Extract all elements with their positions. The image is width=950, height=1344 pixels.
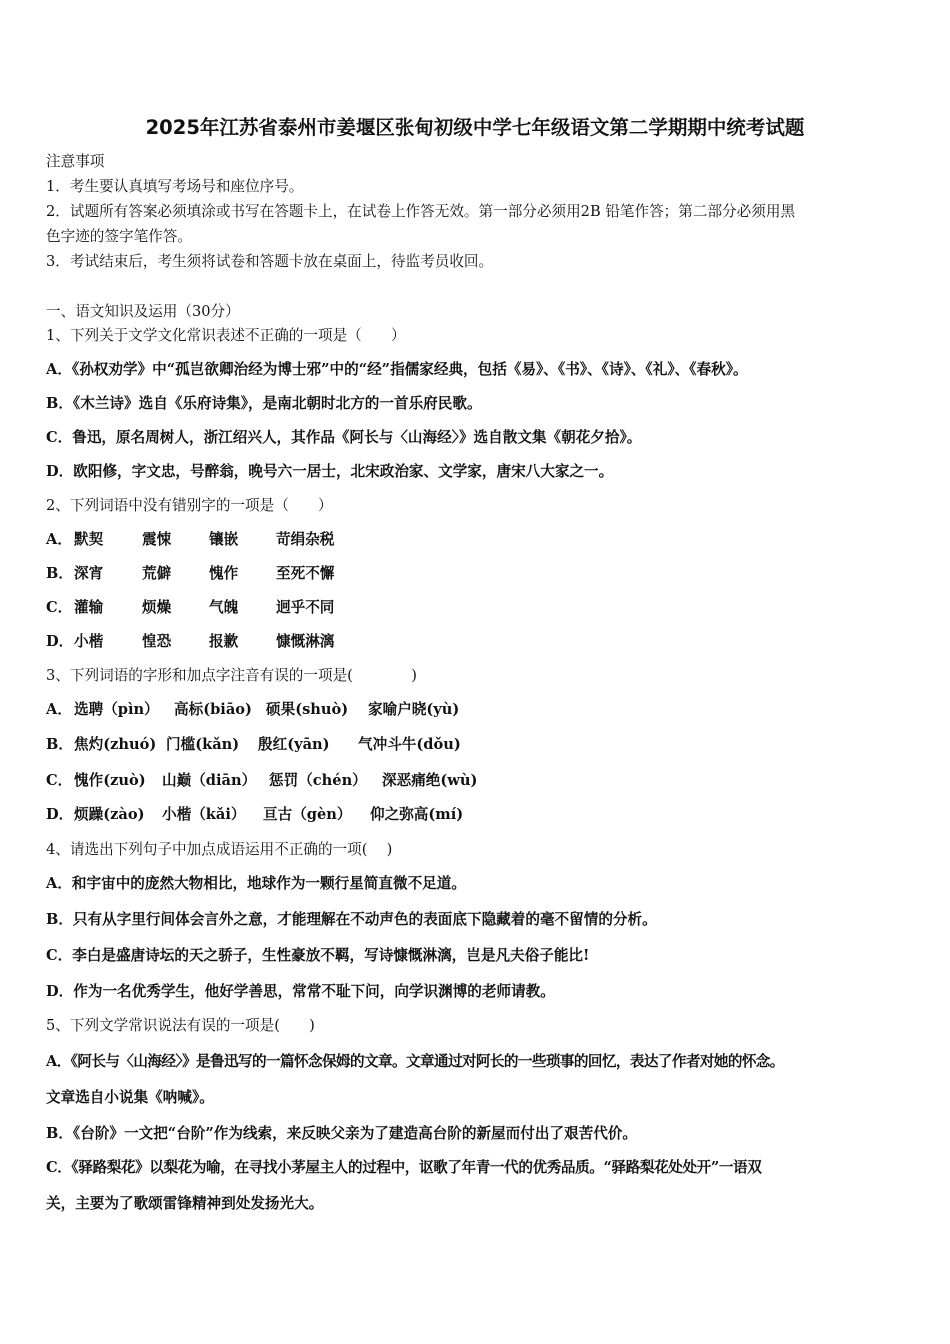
option-text: 《阿长与〈山海经〉》是鲁迅写的一篇怀念保姆的文章。文章通过对阿长的一些琐事的回忆，表达了作者对她的怀念。 (70, 1053, 784, 1070)
word: 愧作(zuò) (74, 772, 146, 789)
word: 气魄 (209, 599, 239, 616)
q1-option-b (46, 394, 482, 414)
q4-option-c (46, 946, 589, 966)
word: 灌输 (74, 599, 104, 616)
section-heading: 一、语文知识及运用（30分） (46, 303, 240, 320)
word: 惩罚（chén） (269, 772, 367, 789)
option-label: D． (46, 463, 74, 480)
option-label: C． (46, 772, 73, 789)
option-label: B． (46, 911, 73, 928)
option-label: B． (46, 736, 73, 753)
word: 报歉 (209, 633, 239, 650)
option-text: 和宇宙中的庞然大物相比，地球作为一颗行星简直微不足道。 (71, 875, 466, 892)
notice-item-1: 1．考生要认真填写考场号和座位序号。 (46, 178, 304, 195)
word: 烦燥 (142, 599, 172, 616)
q4-option-d (46, 982, 555, 1002)
word: 迥乎不同 (276, 599, 335, 616)
question-2-stem: 2、下列词语中没有错别字的一项是（ ） (46, 497, 333, 514)
q5-option-a-cont: 文章选自小说集《呐喊》。 (46, 1089, 214, 1106)
option-text: 《孙权劝学》中“孤岂欲卿治经为博士邪”中的“经”指儒家经典，包括《易》、《书》、《诗》、《礼》、《春秋》。 (71, 361, 748, 378)
word: 选聘（pìn） (74, 701, 159, 718)
q3-option-d (46, 805, 463, 825)
option-label: D． (46, 806, 74, 823)
option-label: D． (46, 983, 74, 1000)
option-text: 欧阳修，字文忠，号醉翁，晚号六一居士，北宋政治家、文学家，唐宋八大家之一。 (73, 463, 614, 480)
option-label: C． (46, 1159, 72, 1176)
option-label: A． (46, 531, 72, 548)
word: 小楷 (74, 633, 104, 650)
option-text: 鲁迅，原名周树人，浙江绍兴人，其作品《阿长与〈山海经〉》选自散文集《朝花夕拾》。 (72, 429, 642, 446)
word: 至死不懈 (276, 565, 335, 582)
word: 小楷（kǎi） (162, 806, 246, 823)
q5-option-c-cont: 关，主要为了歌颂雷锋精神到处发扬光大。 (46, 1195, 324, 1212)
option-label: A． (46, 1053, 71, 1070)
question-1-stem: 1、下列关于文学文化常识表述不正确的一项是（ ） (46, 327, 406, 344)
notice-item-2-cont: 色字迹的签字笔作答。 (46, 228, 192, 245)
option-text: 《台阶》一文把“台阶”作为线索，来反映父亲为了建造高台阶的新屋而付出了艰苦代价。 (72, 1125, 637, 1142)
word: 仰之弥高(mí) (370, 806, 464, 823)
option-text: 作为一名优秀学生，他好学善思，常常不耻下问，向学识渊博的老师请教。 (73, 983, 555, 1000)
q1-option-d (46, 462, 613, 482)
question-3-stem: 3、下列词语的字形和加点字注音有误的一项是( ) (46, 667, 417, 684)
option-label: D． (46, 633, 74, 650)
option-label: B． (46, 395, 73, 412)
word: 深恶痛绝(wù) (382, 772, 478, 789)
word: 镶嵌 (209, 531, 239, 548)
q3-option-c (46, 771, 477, 791)
q3-option-a (46, 700, 459, 720)
word: 殷红(yān) (258, 736, 330, 753)
option-text: 《木兰诗》选自《乐府诗集》，是南北朝时北方的一首乐府民歌。 (72, 395, 482, 412)
word: 山巅（diān） (162, 772, 257, 789)
option-text: 只有从字里行间体会言外之意，才能理解在不动声色的表面底下隐藏着的毫不留情的分析。 (72, 911, 657, 928)
option-label: C． (46, 947, 73, 964)
q1-option-c (46, 428, 641, 448)
word: 硕果(shuò) (266, 701, 349, 718)
option-label: B． (46, 1125, 73, 1142)
q2-option-d (46, 632, 334, 652)
q5-option-b (46, 1124, 637, 1144)
notice-item-2: 2．试题所有答案必须填涂或书写在答题卡上，在试卷上作答无效。第一部分必须用2B 铅笔作答；第二部分必须用黑 (46, 203, 796, 220)
word: 慷慨淋漓 (276, 633, 335, 650)
word: 惶恐 (142, 633, 172, 650)
q4-option-a (46, 874, 466, 894)
option-label: C． (46, 599, 73, 616)
word: 高标(biāo) (174, 701, 252, 718)
word: 荒僻 (142, 565, 172, 582)
q3-option-b (46, 735, 461, 755)
page-title: 2025年江苏省泰州市姜堰区张甸初级中学七年级语文第二学期期中统考试题 (145, 116, 805, 139)
notice-heading: 注意事项 (46, 153, 105, 170)
q4-option-b (46, 910, 657, 930)
word: 气冲斗牛(dǒu) (358, 736, 461, 753)
option-text: 《驿路梨花》以梨花为喻，在寻找小茅屋主人的过程中，讴歌了年青一代的优秀品质。“驿路梨花处处开”一语双 (71, 1159, 762, 1176)
word: 深宵 (74, 565, 104, 582)
q2-option-a (46, 530, 334, 550)
word: 烦躁(zào) (74, 806, 145, 823)
question-5-stem: 5、下列文学常识说法有误的一项是( ) (46, 1017, 315, 1034)
word: 门槛(kǎn) (166, 736, 240, 753)
q2-option-b (46, 564, 334, 584)
option-label: A． (46, 361, 72, 378)
option-text: 李白是盛唐诗坛的天之骄子，生性豪放不羁，写诗慷慨淋漓，岂是凡夫俗子能比! (72, 947, 590, 964)
q2-option-c (46, 598, 334, 618)
word: 愧作 (209, 565, 239, 582)
word: 默契 (74, 531, 104, 548)
word: 家喻户晓(yù) (368, 701, 460, 718)
option-label: A． (46, 875, 72, 892)
word: 震悚 (142, 531, 172, 548)
word: 苛绢杂税 (276, 531, 335, 548)
option-label: C． (46, 429, 73, 446)
question-4-stem: 4、请选出下列句子中加点成语运用不正确的一项( ) (46, 841, 393, 858)
word: 焦灼(zhuó) (74, 736, 157, 753)
q1-option-a (46, 360, 748, 380)
q5-option-c (46, 1158, 761, 1178)
option-label: B． (46, 565, 73, 582)
option-label: A． (46, 701, 72, 718)
q5-option-a (46, 1052, 784, 1072)
word: 亘古（gèn） (263, 806, 352, 823)
notice-item-3: 3．考试结束后，考生须将试卷和答题卡放在桌面上，待监考员收回。 (46, 253, 494, 270)
